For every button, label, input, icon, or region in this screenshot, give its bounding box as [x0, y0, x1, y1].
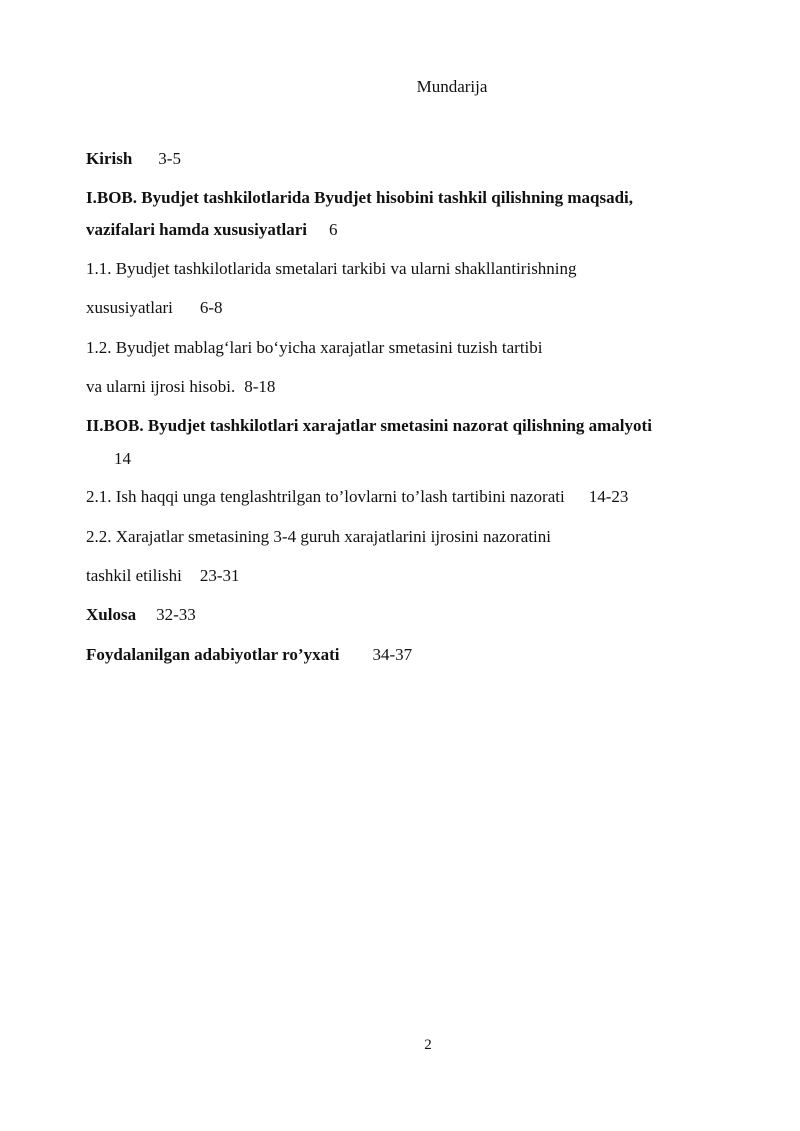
- toc-entry-adabiyot: [86, 644, 412, 666]
- toc-entry-s21: [86, 486, 628, 508]
- toc-entry-label: 2.1. Ish haqqi unga tenglashtrilgan to’lovlarni to’lash tartibini nazorati: [86, 487, 565, 506]
- toc-entry-label: Kirish: [86, 149, 133, 168]
- toc-entry-s12-line1: 1.2. Byudjet mablag‘lari bo‘yicha xarajatlar smetasini tuzish tartibi: [86, 338, 543, 357]
- toc-entry-pages: 32-33: [156, 605, 196, 624]
- toc-entry-label: Foydalanilgan adabiyotlar ro’yxati: [86, 645, 340, 664]
- toc-entry-bob2-line1: II.BOB. Byudjet tashkilotlari xarajatlar smetasini nazorat qilishning amalyoti: [86, 416, 652, 435]
- toc-entry-kirish: [86, 148, 181, 170]
- page-number: 2: [424, 1037, 432, 1053]
- toc-entry-bob1-line1: I.BOB. Byudjet tashkilotlarida Byudjet hisobini tashkil qilishning maqsadi,: [86, 188, 634, 207]
- toc-entry-label: Xulosa: [86, 605, 137, 624]
- toc-entry-s11-line2: [86, 297, 223, 319]
- toc-entry-pages: 6-8: [199, 298, 223, 317]
- toc-entry-pages: 23-31: [199, 566, 240, 585]
- toc-entry-s22-line1: 2.2. Xarajatlar smetasining 3-4 guruh xarajatlarini ijrosini nazoratini: [86, 527, 551, 546]
- toc-entry-bob1-line2: [86, 219, 338, 241]
- toc-entry-pages: 14-23: [588, 487, 629, 506]
- toc-entry-label: vazifalari hamda xususiyatlari: [86, 220, 308, 239]
- toc-entry-pages: 34-37: [372, 645, 413, 664]
- toc-entry-pages: 3-5: [158, 149, 181, 168]
- toc-entry-label: xususiyatlari: [86, 298, 173, 317]
- toc-entry-label: tashkil etilishi: [86, 566, 182, 585]
- toc-entry-label: va ularni ijrosi hisobi.: [86, 377, 236, 396]
- toc-entry-s22-line2: [86, 565, 240, 587]
- toc-entry-xulosa: [86, 604, 196, 626]
- toc-entry-s11-line1: 1.1. Byudjet tashkilotlarida smetalari tarkibi va ularni shakllantirishning: [86, 259, 577, 278]
- toc-title: Mundarija: [416, 77, 488, 96]
- toc-entry-bob2-pages: 14: [114, 449, 131, 468]
- toc-entry-pages: 6: [329, 220, 338, 239]
- toc-entry-pages: 8-18: [244, 377, 276, 396]
- toc-entry-s12-line2: [86, 376, 275, 398]
